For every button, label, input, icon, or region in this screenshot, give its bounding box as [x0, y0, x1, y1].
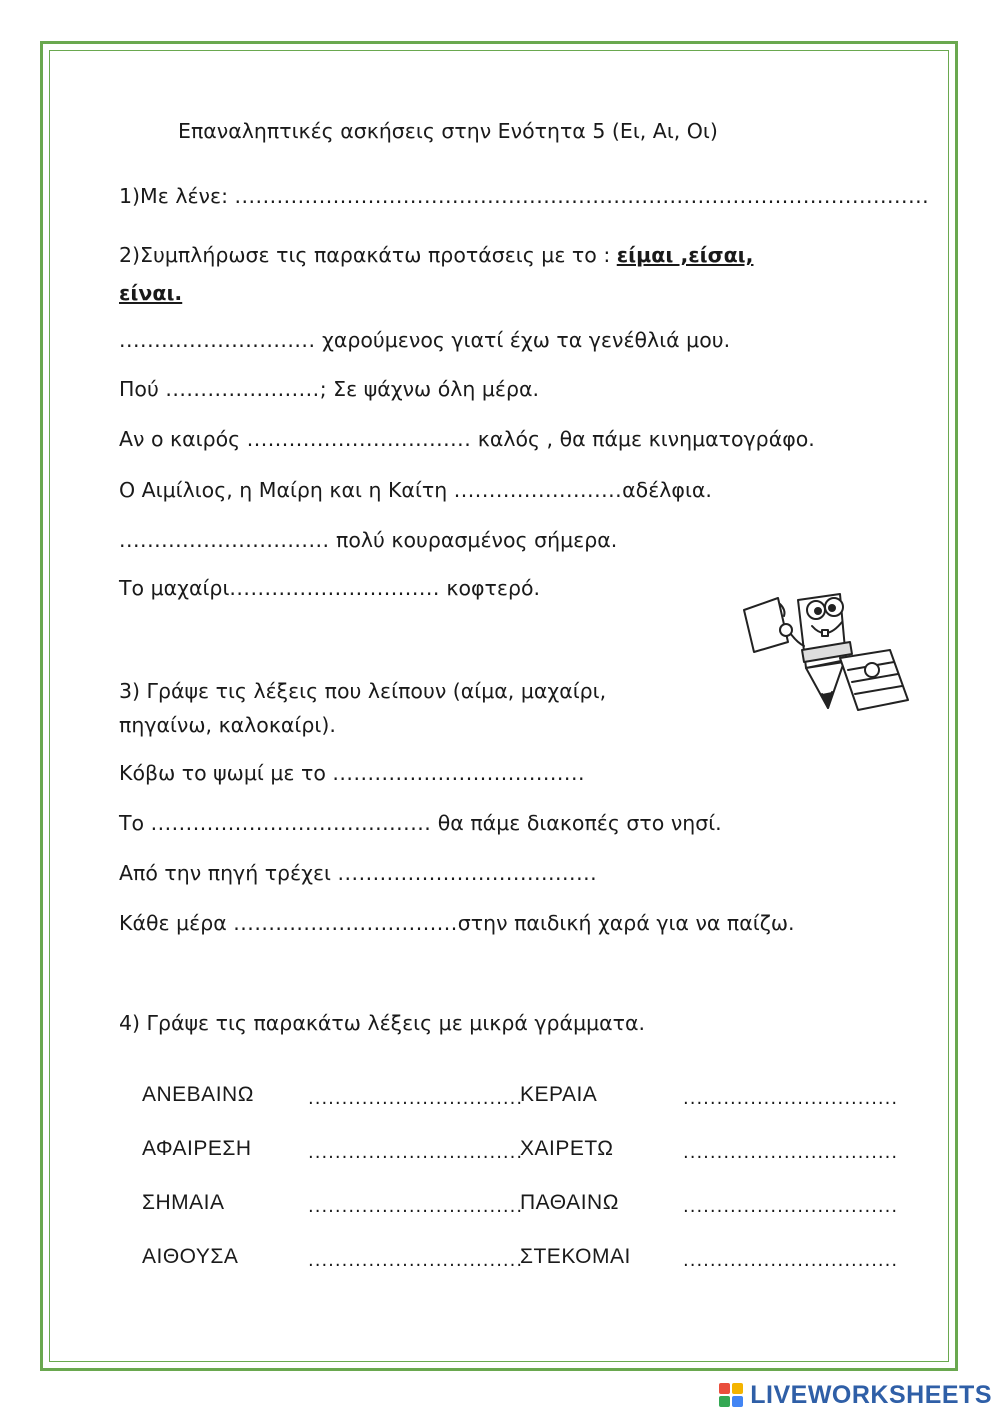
q2-s3-blank[interactable]: ................................: [246, 427, 472, 451]
q1-label: 1)Με λένε:: [119, 184, 235, 208]
worksheet-title: Επαναληπτικές ασκήσεις στην Ενότητα 5 (Ει, Αι, Οι): [178, 119, 718, 143]
q3-s3-start: Από την πηγή τρέχει: [119, 861, 338, 885]
q2-s5-text: πολύ κουρασμένος σήμερα.: [329, 528, 618, 552]
q2-s6-start: Το μαχαίρι: [119, 576, 230, 600]
q2-sentence-1: [119, 327, 730, 353]
q4-answer-blank[interactable]: ................................: [683, 1196, 899, 1217]
q2-s3-start: Αν ο καιρός: [119, 427, 247, 451]
liveworksheets-watermark: [718, 1379, 992, 1411]
q4-word: ΑΦΑΙΡΕΣΗ: [142, 1137, 252, 1160]
q3-s2-start: Το: [119, 811, 151, 835]
q2-s5-blank[interactable]: ..............................: [119, 528, 330, 552]
q2-sentence-2: [119, 376, 539, 402]
q4-answer-blank[interactable]: ................................: [683, 1250, 899, 1271]
liveworksheets-brand: LIVEWORKSHEETS: [750, 1380, 992, 1409]
q4-prompt: 4) Γράψε τις παρακάτω λέξεις με μικρά γράμματα.: [119, 1011, 646, 1035]
q2-sentence-4: [119, 477, 712, 503]
q4-word: ΣΤΕΚΟΜΑΙ: [520, 1245, 631, 1268]
q4-answer-blank[interactable]: ................................: [308, 1142, 524, 1163]
q4-word: ΑΝΕΒΑΙΝΩ: [142, 1083, 254, 1106]
q2-s6-end: κοφτερό.: [439, 576, 541, 600]
q4-answer-blank[interactable]: ................................: [308, 1196, 524, 1217]
q3-sentence-3: [119, 860, 597, 886]
q2-prompt: 2)Συμπλήρωσε τις παρακάτω προτάσεις με το :: [119, 243, 617, 267]
q2-s2-start: Πού: [119, 377, 166, 401]
q2-options: είμαι ,είσαι,: [616, 243, 754, 267]
q2-s1-blank[interactable]: ............................: [119, 328, 316, 352]
q1-blank[interactable]: ...................................................................................................: [234, 184, 930, 208]
q4-word: ΚΕΡΑΙΑ: [520, 1083, 598, 1106]
q3-s1-start: Κόβω το ψωμί με το: [119, 761, 333, 785]
q2-s4-end: αδέλφια.: [622, 478, 712, 502]
liveworksheets-logo-icon: [718, 1382, 744, 1408]
q3-sentence-2: [119, 810, 722, 836]
q2-s4-blank[interactable]: ........................: [453, 478, 623, 502]
q3-s2-end: θα πάμε διακοπές στο νησί.: [431, 811, 722, 835]
q2-options-end: είναι.: [119, 281, 183, 305]
q2-s2-blank[interactable]: ......................: [165, 377, 320, 401]
q4-word: ΑΙΘΟΥΣΑ: [142, 1245, 239, 1268]
q4-answer-blank[interactable]: ................................: [308, 1088, 524, 1109]
q3-prompt-line-2: πηγαίνω, καλοκαίρι).: [119, 713, 336, 737]
q4-word: ΧΑΙΡΕΤΩ: [520, 1137, 614, 1160]
q2-s4-start: Ο Αιμίλιος, η Μαίρη και η Καίτη: [119, 478, 454, 502]
q4-answer-blank[interactable]: ................................: [683, 1088, 899, 1109]
q2-sentence-6: [119, 575, 540, 601]
q2-sentence-3: [119, 426, 815, 452]
q3-sentence-1: [119, 760, 585, 786]
q2-s2-end: ; Σε ψάχνω όλη μέρα.: [319, 377, 540, 401]
q2-sentence-5: [119, 527, 617, 553]
q4-word: ΣΗΜΑΙΑ: [142, 1191, 225, 1214]
q2-options-cont: [119, 280, 182, 306]
q3-s4-start: Κάθε μέρα: [119, 911, 234, 935]
q3-s1-blank[interactable]: ....................................: [332, 761, 585, 785]
q4-word: ΠΑΘΑΙΝΩ: [520, 1191, 619, 1214]
q2-s1-text: χαρούμενος γιατί έχω τα γενέθλιά μου.: [315, 328, 731, 352]
q3-s3-blank[interactable]: .....................................: [337, 861, 598, 885]
q3-s2-blank[interactable]: ........................................: [150, 811, 432, 835]
q3-prompt-line-1: 3) Γράψε τις λέξεις που λείπουν (αίμα, μαχαίρι,: [119, 679, 607, 703]
q1-line: [119, 183, 929, 209]
q4-answer-blank[interactable]: ................................: [308, 1250, 524, 1271]
q3-s4-end: στην παιδική χαρά για να παίζω.: [457, 911, 795, 935]
q2-s3-end: καλός , θα πάμε κινηματογράφο.: [471, 427, 815, 451]
q3-s4-blank[interactable]: ................................: [233, 911, 458, 935]
q2-s6-blank[interactable]: ..............................: [229, 576, 440, 600]
q3-sentence-4: [119, 910, 795, 936]
q4-answer-blank[interactable]: ................................: [683, 1142, 899, 1163]
pencil-mascot-illustration: [740, 590, 915, 725]
q2-prompt-line: [119, 242, 753, 268]
